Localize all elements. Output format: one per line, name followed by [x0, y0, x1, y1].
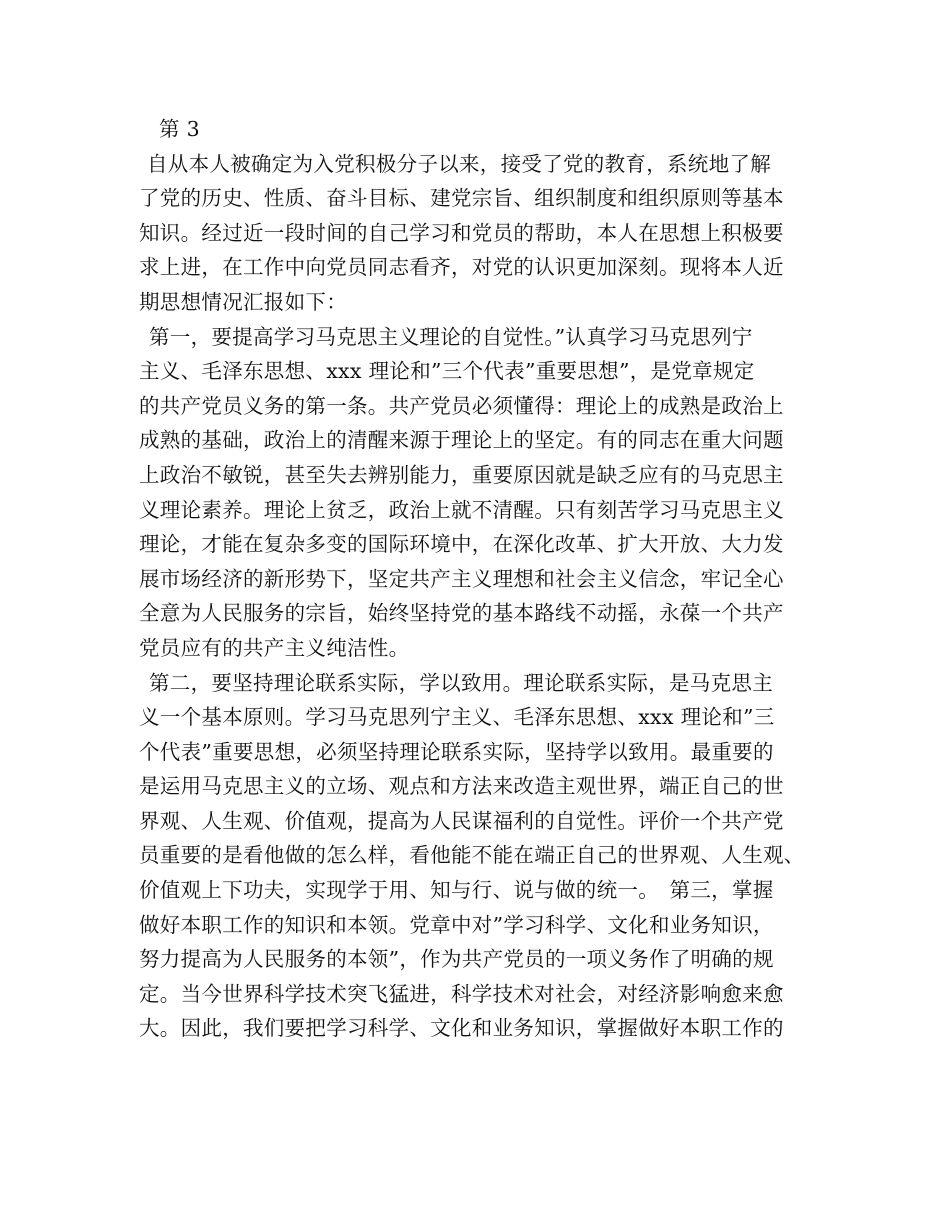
paragraph-line: 的共产党员义务的第一条。共产党员必须懂得：理论上的成熟是政治上 — [139, 393, 784, 418]
paragraph-line: 定。当今世界科学技术突飞猛进，科学技术对社会，对经济影响愈来愈 — [139, 981, 784, 1006]
paragraph-line: 义理论素养。理论上贫乏，政治上就不清醒。只有刻苦学习马克思主义 — [139, 497, 784, 522]
paragraph-line: 界观、人生观、价值观，提高为人民谋福利的自觉性。评价一个共产党 — [139, 808, 784, 833]
paragraph-line: 上政治不敏锐，甚至失去辨别能力，重要原因就是缺乏应有的马克思主 — [139, 462, 784, 487]
document-body — [139, 112, 819, 1046]
paragraph-line: 全意为人民服务的宗旨，始终坚持党的基本路线不动摇，永葆一个共产 — [139, 601, 784, 626]
paragraph-line: 义一个基本原则。学习马克思列宁主义、毛泽东思想、xxx 理论和”三 — [139, 705, 775, 730]
paragraph-line: 主义、毛泽东思想、xxx 理论和”三个代表”重要思想”，是党章规定 — [139, 359, 755, 384]
paragraph-line: 大。因此，我们要把学习科学、文化和业务知识，掌握做好本职工作的 — [139, 1016, 784, 1041]
paragraph-line: 个代表”重要思想，必须坚持理论联系实际，坚持学以致用。最重要的 — [139, 739, 774, 764]
paragraph-line: 党员应有的共产主义纯洁性。 — [139, 635, 410, 660]
paragraph-line: 第二，要坚持理论联系实际，学以致用。理论联系实际，是马克思主 — [149, 670, 773, 695]
paragraph-line: 知识。经过近一段时间的自己学习和党员的帮助，本人在思想上积极要 — [139, 220, 784, 245]
paragraph-line: 展市场经济的新形势下，坚定共产主义理想和社会主义信念，牢记全心 — [139, 566, 784, 591]
paragraph-line: 理论，才能在复杂多变的国际环境中，在深化改革、扩大开放、大力发 — [139, 532, 784, 557]
paragraph-line: 员重要的是看他做的怎么样，看他能不能在端正自己的世界观、人生观、 — [139, 843, 805, 868]
paragraph-line: 第一，要提高学习马克思主义理论的自觉性。”认真学习马克思列宁 — [149, 324, 753, 349]
paragraph-line: 求上进，在工作中向党员同志看齐，对党的认识更加深刻。现将本人近 — [139, 255, 784, 280]
paragraph-line: 成熟的基础，政治上的清醒来源于理论上的坚定。有的同志在重大问题 — [139, 428, 784, 453]
paragraph-line: 了党的历史、性质、奋斗目标、建党宗旨、组织制度和组织原则等基本 — [139, 186, 784, 211]
paragraph-line: 期思想情况汇报如下： — [139, 289, 347, 314]
paragraph-line: 是运用马克思主义的立场、观点和方法来改造主观世界，端正自己的世 — [139, 774, 784, 799]
paragraph-line: 自从本人被确定为入党积极分子以来，接受了党的教育，系统地了解 — [147, 151, 771, 176]
page-heading: 第 3 — [159, 117, 200, 141]
paragraph-line: 做好本职工作的知识和本领。党章中对”学习科学、文化和业务知识， — [139, 912, 774, 937]
paragraph-line: 努力提高为人民服务的本领”，作为共产党员的一项义务作了明确的规 — [139, 947, 774, 972]
paragraph-line: 价值观上下功夫，实现学于用、知与行、说与做的统一。 第三，掌握 — [139, 878, 774, 903]
